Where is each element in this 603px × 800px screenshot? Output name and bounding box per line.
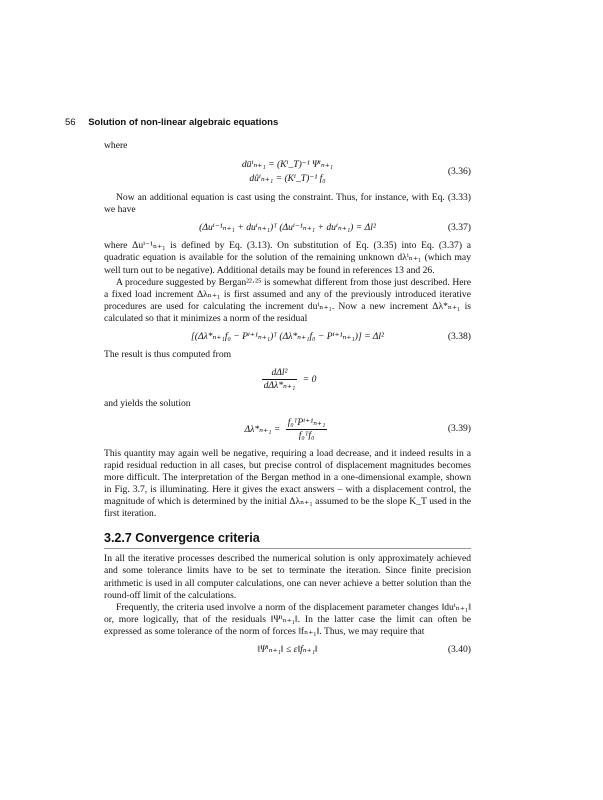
equation-3-38	[104, 331, 471, 343]
section-number: 3.2.7	[104, 531, 132, 546]
section-heading	[104, 532, 471, 549]
running-title: Solution of non-linear algebraic equations	[88, 117, 279, 128]
fraction-denominator: dΔλ*ₙ₊₁	[263, 380, 296, 392]
paragraph-where-defined: where Δuⁱ⁻¹ₙ₊₁ is defined by Eq. (3.13). On substitution of Eq. (3.35) into Eq. (3.37) a quadratic equation is available for the solution of the remaining unknown dλⁱₙ₊₁ (which may well turn out to be negative). Additional details may be found in references 13 and 26.	[104, 240, 471, 276]
paragraph-where: where	[104, 140, 128, 151]
equation-number: (3.36)	[447, 166, 471, 178]
paragraph-result: The result is thus computed from	[104, 349, 232, 361]
equation-number: (3.39)	[447, 423, 471, 435]
equation-3-36-line2: dûⁱₙ₊₁ = (Kⁱ_T)⁻¹ f₀	[249, 173, 326, 185]
running-header	[65, 117, 278, 128]
derivative-rhs: = 0	[302, 374, 317, 386]
paragraph-now: Now an additional equation is cast using the constraint. Thus, for instance, with Eq. (3.33) we have	[104, 192, 471, 216]
paragraph-frequently: Frequently, the criteria used involve a norm of the displacement parameter changes ‖duⁱₙ₊₁‖ or, more logically, that of the residuals ‖Ψⁱₙ₊₁‖. In the latter case the limit can often be expressed as some tolerance of the norm of forces ‖fₙ₊₁‖. Thus, we may require that	[104, 601, 471, 637]
equation-number: (3.40)	[447, 644, 471, 655]
section-title: Convergence criteria	[135, 531, 260, 546]
fraction-numerator: f₀ᵀPⁱ⁺¹ₙ₊₁	[286, 417, 328, 430]
fraction-numerator: dΔl²	[262, 367, 298, 380]
equation-derivative	[104, 367, 471, 392]
equation-3-39-lhs: Δλ*ₙ₊₁ =	[244, 423, 281, 435]
page-body	[104, 140, 471, 662]
equation-3-36	[104, 158, 471, 186]
equation-3-37-expr: (Δuⁱ⁻¹ₙ₊₁ + duⁱₙ₊₁)ᵀ (Δuⁱ⁻¹ₙ₊₁ + duⁱₙ₊₁) = Δl²	[199, 222, 376, 234]
solution-fraction	[286, 417, 328, 442]
equation-number: (3.37)	[447, 222, 471, 234]
equation-3-38-expr: [(Δλ*ₙ₊₁f₀ − Pⁱ⁺¹ₙ₊₁)ᵀ (Δλ*ₙ₊₁f₀ − Pⁱ⁺¹ₙ₊₁)] = Δl²	[191, 331, 384, 343]
paragraph-bergan: A procedure suggested by Bergan²²·²⁵ is somewhat different from those just described. Here a fixed load increment Δλₙ₊₁ is first assumed and any of the previously introduced iterative procedures are used for calculating the increment duⁱₙ₊₁. Now a new increment Δλ*ₙ₊₁ is calculated so that it minimizes a norm of the residual	[104, 276, 471, 324]
paragraph-yields: and yields the solution	[104, 398, 191, 410]
equation-3-39	[104, 417, 471, 442]
equation-number: (3.38)	[447, 331, 471, 343]
equation-3-37	[104, 222, 471, 234]
page-number: 56	[65, 117, 76, 128]
equation-3-36-line1: dūⁱₙ₊₁ = (Kⁱ_T)⁻¹ Ψⁱₙ₊₁	[241, 159, 334, 171]
equation-3-40-expr: ‖Ψⁱₙ₊₁‖ ≤ ε‖fₙ₊₁‖	[257, 644, 318, 655]
paragraph-quantity: This quantity may again well be negative, requiring a load decrease, and it indeed results in a rapid residual reduction in all cases, but precise control of displacement magnitudes becomes more difficult. The interpretation of the Bergan method in a one-dimensional example, shown in Fig. 3.7, is illuminating. Here it gives the exact answers – with a displacement control, the magnitude of which is determined by the initial Δλₙ₊₁ assumed to be the slope K_T used in the first iteration.	[104, 447, 471, 520]
equation-3-40	[104, 644, 471, 656]
derivative-fraction	[262, 367, 298, 392]
fraction-denominator: f₀ᵀf₀	[298, 429, 315, 441]
paragraph-iterative: In all the iterative processes described the numerical solution is only approximately achieved and some tolerance limits have to be set to terminate the iteration. Since finite precision arithmetic is used in all computer calculations, one can never achieve a better solution than the round-off limit of the calculations.	[104, 553, 471, 601]
